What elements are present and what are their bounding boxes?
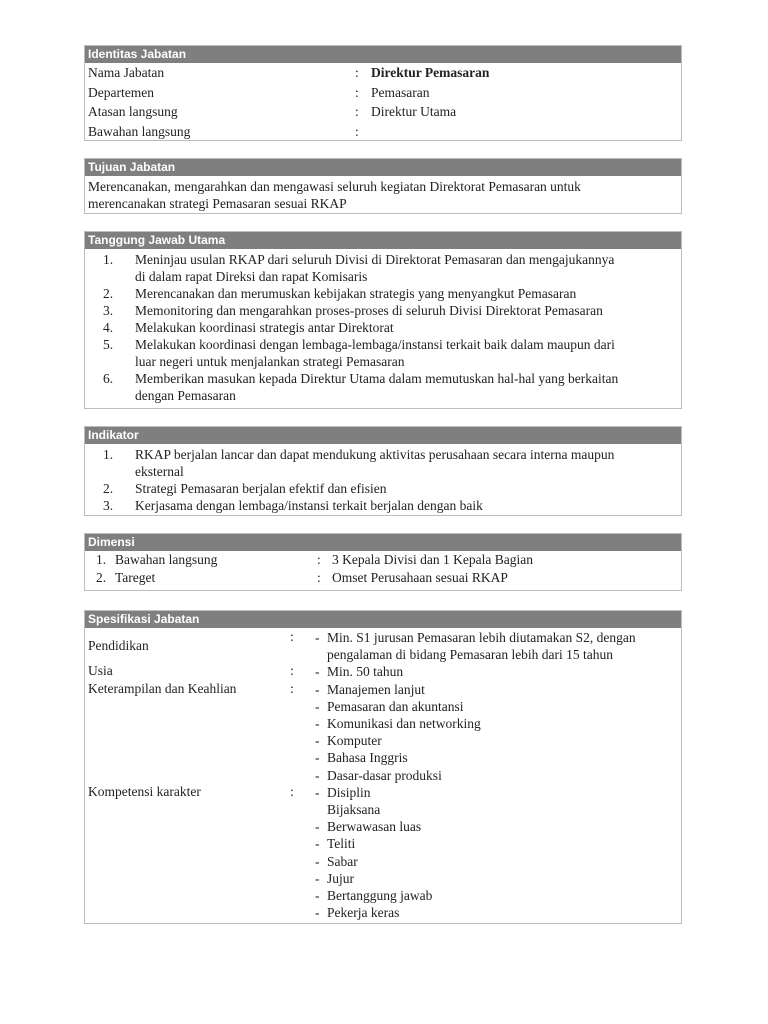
row-colon: : [317, 552, 321, 567]
responsibility-list [85, 249, 681, 404]
item-line: Strategi Pemasaran berjalan efektif dan efisien [135, 481, 387, 496]
section-tujuan-jabatan [84, 158, 682, 214]
info-row-bawahan-langsung [85, 122, 681, 142]
row-colon: : [355, 123, 359, 139]
spec-colon: : [290, 629, 294, 644]
item-number: 2. [103, 286, 114, 301]
list-item [85, 302, 681, 319]
item-line: luar negeri untuk menjalankan strategi Pemasaran [135, 354, 405, 369]
item-line: Memberikan masukan kepada Direktur Utama dalam memutuskan hal-hal yang berkaitan [135, 371, 619, 386]
section-header: Dimensi [85, 534, 681, 551]
spec-item: pengalaman di bidang Pemasaran lebih dari 15 tahun [327, 647, 614, 663]
tujuan-line: merencanakan strategi Pemasaran sesuai RKAP [88, 196, 347, 211]
row-value: Direktur Utama [371, 104, 457, 119]
spec-colon: : [290, 680, 294, 696]
item-number: 1. [103, 447, 114, 462]
item-line: eksternal [135, 464, 184, 479]
spec-item: - Min. 50 tahun [315, 664, 404, 680]
spec-item: Bijaksana [327, 802, 381, 818]
item-line: RKAP berjalan lancar dan dapat mendukung aktivitas perusahaan secara interna maupun [135, 447, 615, 462]
row-label: Tareget [115, 570, 156, 585]
spec-label: Keterampilan dan Keahlian [88, 680, 237, 696]
item-line: Meninjau usulan RKAP dari seluruh Divisi di Direktorat Pemasaran dan mengajukannya [135, 252, 615, 267]
spec-item: - Bahasa Inggris [315, 750, 408, 766]
row-label: Nama Jabatan [88, 65, 165, 80]
section-header: Tujuan Jabatan [85, 159, 681, 176]
item-line: Merencanakan dan merumuskan kebijakan strategis yang menyangkut Pemasaran [135, 286, 577, 301]
spec-item: - Pemasaran dan akuntansi [315, 698, 464, 714]
spec-item: - Berwawasan luas [315, 819, 422, 835]
spec-item: - Dasar-dasar produksi [315, 767, 442, 783]
item-number: 4. [103, 320, 114, 335]
row-label: Departemen [88, 84, 154, 100]
item-line: dengan Pemasaran [135, 388, 236, 403]
row-number: 2. [96, 570, 107, 585]
list-item [85, 480, 681, 497]
list-item [85, 497, 681, 514]
section-header: Spesifikasi Jabatan [85, 611, 681, 628]
tujuan-paragraph [85, 176, 681, 212]
spec-label: Pendidikan [88, 638, 149, 653]
item-line: Melakukan koordinasi dengan lembaga-lembaga/instansi terkait baik dalam maupun dari [135, 337, 615, 352]
spec-item: - Jujur [315, 870, 354, 886]
spec-colon: : [290, 663, 294, 679]
dimensi-row-bawahan [85, 551, 681, 569]
section-spesifikasi-jabatan [84, 610, 682, 924]
item-line: di dalam rapat Direksi dan rapat Komisaris [135, 269, 368, 284]
list-item [85, 319, 681, 336]
row-colon: : [355, 84, 359, 100]
info-row-departemen [85, 83, 681, 103]
row-label: Bawahan langsung [115, 552, 218, 567]
row-value: 3 Kepala Divisi dan 1 Kepala Bagian [332, 552, 533, 567]
row-value: Pemasaran [371, 84, 430, 100]
info-row-atasan-langsung [85, 102, 681, 122]
item-line: Melakukan koordinasi strategis antar Direktorat [135, 320, 394, 335]
spec-item: - Pekerja keras [315, 905, 400, 921]
section-indikator [84, 426, 682, 516]
row-number: 1. [96, 552, 107, 567]
spec-label: Kompetensi karakter [88, 783, 201, 799]
row-value: Direktur Pemasaran [371, 65, 490, 80]
row-colon: : [317, 570, 321, 585]
spec-item: - Komputer [315, 733, 382, 749]
list-item [85, 370, 681, 404]
indicator-list [85, 444, 681, 514]
row-colon: : [355, 104, 359, 119]
spec-item: - Sabar [315, 853, 358, 869]
item-number: 3. [103, 498, 114, 513]
spec-item: - Disiplin [315, 784, 371, 800]
spec-label: Usia [88, 663, 113, 679]
item-line: Memonitoring dan mengarahkan proses-proses di seluruh Divisi Direktorat Pemasaran [135, 303, 603, 318]
spec-row-keterampilan [85, 681, 681, 784]
item-number: 5. [103, 337, 114, 352]
section-dimensi [84, 533, 682, 591]
spec-colon: : [290, 783, 294, 799]
dimensi-row-target [85, 569, 681, 587]
spec-row-pendidikan [85, 629, 681, 663]
section-header: Identitas Jabatan [85, 46, 681, 63]
section-header: Tanggung Jawab Utama [85, 232, 681, 249]
item-number: 3. [103, 303, 114, 318]
spec-item: - Teliti [315, 836, 356, 852]
spec-item: - Min. S1 jurusan Pemasaran lebih diutamakan S2, dengan [315, 630, 636, 645]
tujuan-line: Merencanakan, mengarahkan dan mengawasi seluruh kegiatan Direktorat Pemasaran untuk [88, 179, 581, 194]
spec-item: - Komunikasi dan networking [315, 716, 481, 732]
section-identitas-jabatan [84, 45, 682, 141]
info-row-nama-jabatan [85, 63, 681, 83]
row-label: Atasan langsung [88, 104, 178, 119]
list-item [85, 285, 681, 302]
spec-item: - Manajemen lanjut [315, 681, 425, 697]
row-value: Omset Perusahaan sesuai RKAP [332, 570, 508, 585]
item-number: 6. [103, 371, 114, 386]
list-item [85, 336, 681, 370]
spec-row-kompetensi [85, 784, 681, 922]
item-line: Kerjasama dengan lembaga/instansi terkait berjalan dengan baik [135, 498, 483, 513]
section-tanggung-jawab-utama [84, 231, 682, 409]
item-number: 2. [103, 481, 114, 496]
item-number: 1. [103, 252, 114, 267]
list-item [85, 251, 681, 285]
row-label: Bawahan langsung [88, 123, 191, 139]
spec-item: - Bertanggung jawab [315, 888, 433, 904]
row-colon: : [355, 65, 359, 80]
spec-row-usia [85, 663, 681, 680]
section-header: Indikator [85, 427, 681, 444]
list-item [85, 446, 681, 480]
